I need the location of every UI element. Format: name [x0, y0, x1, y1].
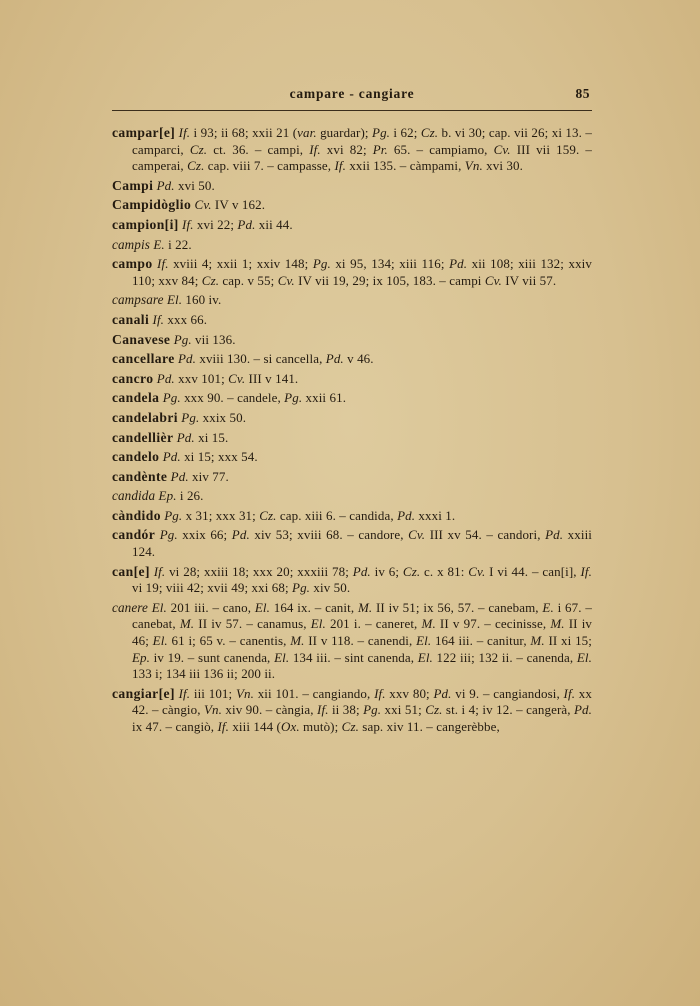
- entry: [112, 125, 592, 175]
- running-head: [112, 86, 592, 111]
- entry: [112, 217, 592, 234]
- entry-body: If. vi 28; xxiii 18; xxx 20; xxxiii 78; Pd. iv 6; Cz. c. x 81: Cv. I vi 44. – can[i], If. vi 19; viii 42; xvii 49; xxi 68; Pg. xiv 50.: [132, 563, 592, 596]
- entry-headword: cangiar[e]: [112, 685, 175, 701]
- entry-body: Pg. xxix 66; Pd. xiv 53; xviii 68. – candore, Cv. III xv 54. – candori, Pd. xxiii 124.: [132, 527, 592, 560]
- entry-headword: cancellare: [112, 351, 175, 367]
- entry-headword: campo: [112, 256, 153, 272]
- entry: [112, 371, 592, 388]
- entry: [112, 312, 592, 329]
- entry-headword: campar[e]: [112, 125, 176, 140]
- entry-body: Pd. xi 15; xxx 54.: [162, 449, 258, 465]
- entry-body: Pd. xi 15.: [176, 429, 229, 445]
- entry-headword: candellièr: [112, 429, 174, 445]
- entry: [112, 351, 592, 368]
- entry-headword: Campidòglio: [112, 197, 192, 213]
- entry-body: If. i 93; ii 68; xxii 21 (var. guardar); Pg. i 62; Cz. b. vi 30; cap. vii 26; xi 13. – camparci, Cz. ct. 36. – campi, If. xvi 82; Pr. 65. – campiamo, Cv. III vii 159. – camperai, Cz. cap. viii 7. – campasse, If. xxii 135. – càmpami, Vn. xvi 30.: [132, 125, 592, 174]
- entry: [112, 256, 592, 289]
- entry: [112, 292, 592, 309]
- entry-headword: candór: [112, 527, 156, 543]
- entry-body: Pg. vii 136.: [173, 331, 236, 347]
- entry: [112, 332, 592, 349]
- entry-body: Pd. xiv 77.: [170, 468, 229, 484]
- entry: [112, 600, 592, 683]
- entry-headword: càndido: [112, 507, 161, 523]
- entry-list: [112, 125, 592, 736]
- entry-headword: canali: [112, 311, 150, 327]
- entry: [112, 508, 592, 525]
- entry-body: If. xxx 66.: [152, 311, 208, 327]
- entry-headword: cancro: [112, 370, 154, 386]
- entry: [112, 237, 592, 254]
- entry: [112, 390, 592, 407]
- entry-body: Pd. xxv 101; Cv. III v 141.: [156, 370, 299, 386]
- entry: [112, 410, 592, 427]
- entry-headword: campis: [112, 236, 150, 252]
- entry: [112, 178, 592, 195]
- text-block: [112, 86, 592, 739]
- entry-headword: candènte: [112, 468, 168, 484]
- entry-body: Cv. IV v 162.: [194, 197, 266, 213]
- entry-headword: Canavese: [112, 331, 171, 347]
- entry: [112, 430, 592, 447]
- entry-body: Pg. xxix 50.: [181, 409, 247, 425]
- entry: [112, 527, 592, 560]
- entry-headword: candelo: [112, 449, 160, 465]
- entry-headword: canere: [112, 599, 148, 615]
- entry-body: E. i 22.: [153, 236, 192, 252]
- entry-body: Pd. xvi 50.: [156, 177, 215, 193]
- running-head-title: campare - cangiare: [289, 86, 415, 101]
- entry-body: If. iii 101; Vn. xii 101. – cangiando, If. xxv 80; Pd. vi 9. – cangiandosi, If. xx 42. – càngio, Vn. xiv 90. – càngia, If. ii 38; Pg. xxi 51; Cz. st. i 4; iv 12. – cangerà, Pd. ix 47. – cangiò, If. xiii 144 (Ox. mutò); Cz. sap. xiv 11. – cangerèbbe,: [132, 685, 593, 734]
- entry: [112, 564, 592, 597]
- entry-body: If. xviii 4; xxii 1; xxiv 148; Pg. xi 95, 134; xiii 116; Pd. xii 108; xiii 132; xxiv 110; xxv 84; Cz. cap. v 55; Cv. IV vii 19, 29; ix 105, 183. – campi Cv. IV vii 57.: [132, 256, 592, 288]
- entry-headword: campsare: [112, 292, 164, 308]
- entry-body: El. 160 iv.: [166, 292, 222, 308]
- entry-headword: campion[i]: [112, 216, 179, 232]
- entry-body: El. 201 iii. – cano, El. 164 ix. – canit, M. II iv 51; ix 56, 57. – canebam, E. i 67. – canebat, M. II iv 57. – canamus, El. 201 i. – caneret, M. II v 97. – cecinisse, M. II iv 46; El. 61 i; 65 v. – canentis, M. II v 118. – canendi, El. 164 iii. – canitur, M. II xi 15; Ep. iv 19. – sunt canenda, El. 134 iii. – sint canenda, El. 122 iii; 132 ii. – canenda, El. 133 i; 134 iii 136 ii; 200 ii.: [132, 599, 593, 682]
- entry-headword: candida: [112, 488, 156, 504]
- entry: [112, 686, 592, 736]
- entry: [112, 488, 592, 505]
- entry-headword: candela: [112, 390, 160, 406]
- entry-headword: can[e]: [112, 563, 150, 579]
- entry-body: If. xvi 22; Pd. xii 44.: [182, 216, 293, 232]
- entry-body: Pg. xxx 90. – candele, Pg. xxii 61.: [162, 390, 347, 406]
- page-number: 85: [575, 86, 590, 101]
- entry: [112, 449, 592, 466]
- entry-body: Pg. x 31; xxx 31; Cz. cap. xiii 6. – candida, Pd. xxxi 1.: [164, 507, 456, 523]
- entry: [112, 469, 592, 486]
- entry-headword: candelabri: [112, 409, 178, 425]
- entry-body: Ep. i 26.: [158, 488, 204, 504]
- entry: [112, 197, 592, 214]
- entry-body: Pd. xviii 130. – si cancella, Pd. v 46.: [178, 351, 374, 367]
- entry-headword: Campi: [112, 177, 154, 193]
